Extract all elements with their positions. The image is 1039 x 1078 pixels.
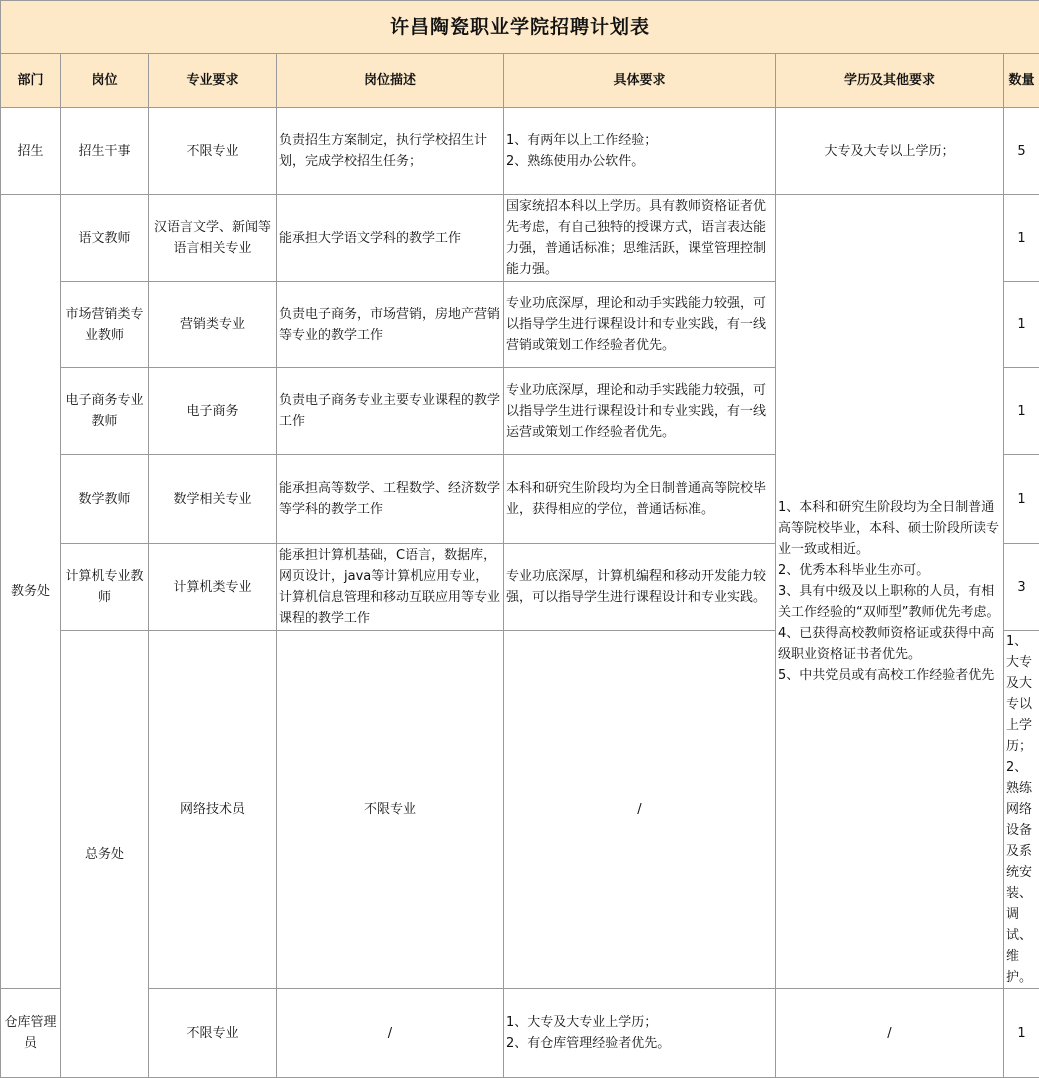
position-cell: 仓库管理员 bbox=[1, 989, 61, 1078]
description-cell: / bbox=[504, 631, 776, 989]
education-cell: 1、本科和研究生阶段均为全日制普通高等院校毕业，本科、硕士阶段所读专业一致或相近。 2、优秀本科毕业生亦可。 3、具有中级及以上职称的人员，有相关工作经验的“双师型”教师优先考虑。 4、已获得高校教师资格证或获得中高级职业资格证书者优先。 5、中共党员或有高校工作经验者优先 bbox=[776, 195, 1004, 989]
table-row bbox=[1, 195, 1039, 282]
header-major: 专业要求 bbox=[149, 54, 277, 108]
count-cell: 5 bbox=[1004, 108, 1039, 195]
count-cell: 1 bbox=[1004, 195, 1039, 282]
requirements-cell: 1、大专及大专业上学历； 2、有仓库管理经验者优先。 bbox=[504, 989, 776, 1078]
table-title: 许昌陶瓷职业学院招聘计划表 bbox=[1, 1, 1039, 54]
description-cell: 负责电子商务专业主要专业课程的教学工作 bbox=[277, 368, 504, 455]
position-cell: 计算机专业教师 bbox=[61, 544, 149, 631]
requirements-cell: 专业功底深厚，理论和动手实践能力较强，可以指导学生进行课程设计和专业实践，有一线营销或策划工作经验者优先。 bbox=[504, 282, 776, 368]
table-row bbox=[1, 108, 1039, 195]
major-cell: 汉语言文学、新闻等语言相关专业 bbox=[149, 195, 277, 282]
major-cell: 电子商务 bbox=[149, 368, 277, 455]
dept-cell: 总务处 bbox=[61, 631, 149, 1078]
requirements-cell: 国家统招本科以上学历。具有教师资格证者优先考虑，有自己独特的授课方式，语言表达能力强，普通话标准；思维活跃，课堂管理控制能力强。 bbox=[504, 195, 776, 282]
header-requirements: 具体要求 bbox=[504, 54, 776, 108]
major-cell: 不限专业 bbox=[149, 108, 277, 195]
count-cell: 1 bbox=[1004, 989, 1039, 1078]
position-cell: 市场营销类专业教师 bbox=[61, 282, 149, 368]
position-cell: 电子商务专业教师 bbox=[61, 368, 149, 455]
header-position: 岗位 bbox=[61, 54, 149, 108]
requirements-cell: 本科和研究生阶段均为全日制普通高等院校毕业，获得相应的学位，普通话标准。 bbox=[504, 455, 776, 544]
description-cell: 负责电子商务，市场营销，房地产营销等专业的教学工作 bbox=[277, 282, 504, 368]
major-cell: 计算机类专业 bbox=[149, 544, 277, 631]
major-cell: 营销类专业 bbox=[149, 282, 277, 368]
education-cell: 大专及大专以上学历； bbox=[776, 108, 1004, 195]
header-dept: 部门 bbox=[1, 54, 61, 108]
count-cell: 1 bbox=[1004, 368, 1039, 455]
requirements-cell: 1、有两年以上工作经验； 2、熟练使用办公软件。 bbox=[504, 108, 776, 195]
position-cell: 语文教师 bbox=[61, 195, 149, 282]
requirements-cell: 1、大专及大专以上学历； 2、熟练网络设备及系统安装、调试、维护。 bbox=[1004, 631, 1039, 989]
description-cell: 能承担大学语文学科的教学工作 bbox=[277, 195, 504, 282]
header-row bbox=[1, 54, 1039, 108]
count-cell: 1 bbox=[1004, 282, 1039, 368]
description-cell: / bbox=[277, 989, 504, 1078]
education-cell: / bbox=[776, 989, 1004, 1078]
requirements-cell: 专业功底深厚，理论和动手实践能力较强，可以指导学生进行课程设计和专业实践，有一线运营或策划工作经验者优先。 bbox=[504, 368, 776, 455]
major-cell: 不限专业 bbox=[277, 631, 504, 989]
position-cell: 招生干事 bbox=[61, 108, 149, 195]
position-cell: 数学教师 bbox=[61, 455, 149, 544]
position-cell: 网络技术员 bbox=[149, 631, 277, 989]
count-cell: 1 bbox=[1004, 455, 1039, 544]
major-cell: 数学相关专业 bbox=[149, 455, 277, 544]
requirements-cell: 专业功底深厚，计算机编程和移动开发能力较强，可以指导学生进行课程设计和专业实践。 bbox=[504, 544, 776, 631]
dept-cell: 教务处 bbox=[1, 195, 61, 989]
table-row bbox=[1, 989, 1039, 1078]
header-education: 学历及其他要求 bbox=[776, 54, 1004, 108]
description-cell: 能承担高等数学、工程数学、经济数学等学科的教学工作 bbox=[277, 455, 504, 544]
dept-cell: 招生 bbox=[1, 108, 61, 195]
header-count: 数量 bbox=[1004, 54, 1039, 108]
description-cell: 负责招生方案制定，执行学校招生计划，完成学校招生任务； bbox=[277, 108, 504, 195]
count-cell: 3 bbox=[1004, 544, 1039, 631]
header-description: 岗位描述 bbox=[277, 54, 504, 108]
description-cell: 能承担计算机基础，C语言，数据库，网页设计，java等计算机应用专业，计算机信息管理和移动互联应用等专业课程的教学工作 bbox=[277, 544, 504, 631]
major-cell: 不限专业 bbox=[149, 989, 277, 1078]
